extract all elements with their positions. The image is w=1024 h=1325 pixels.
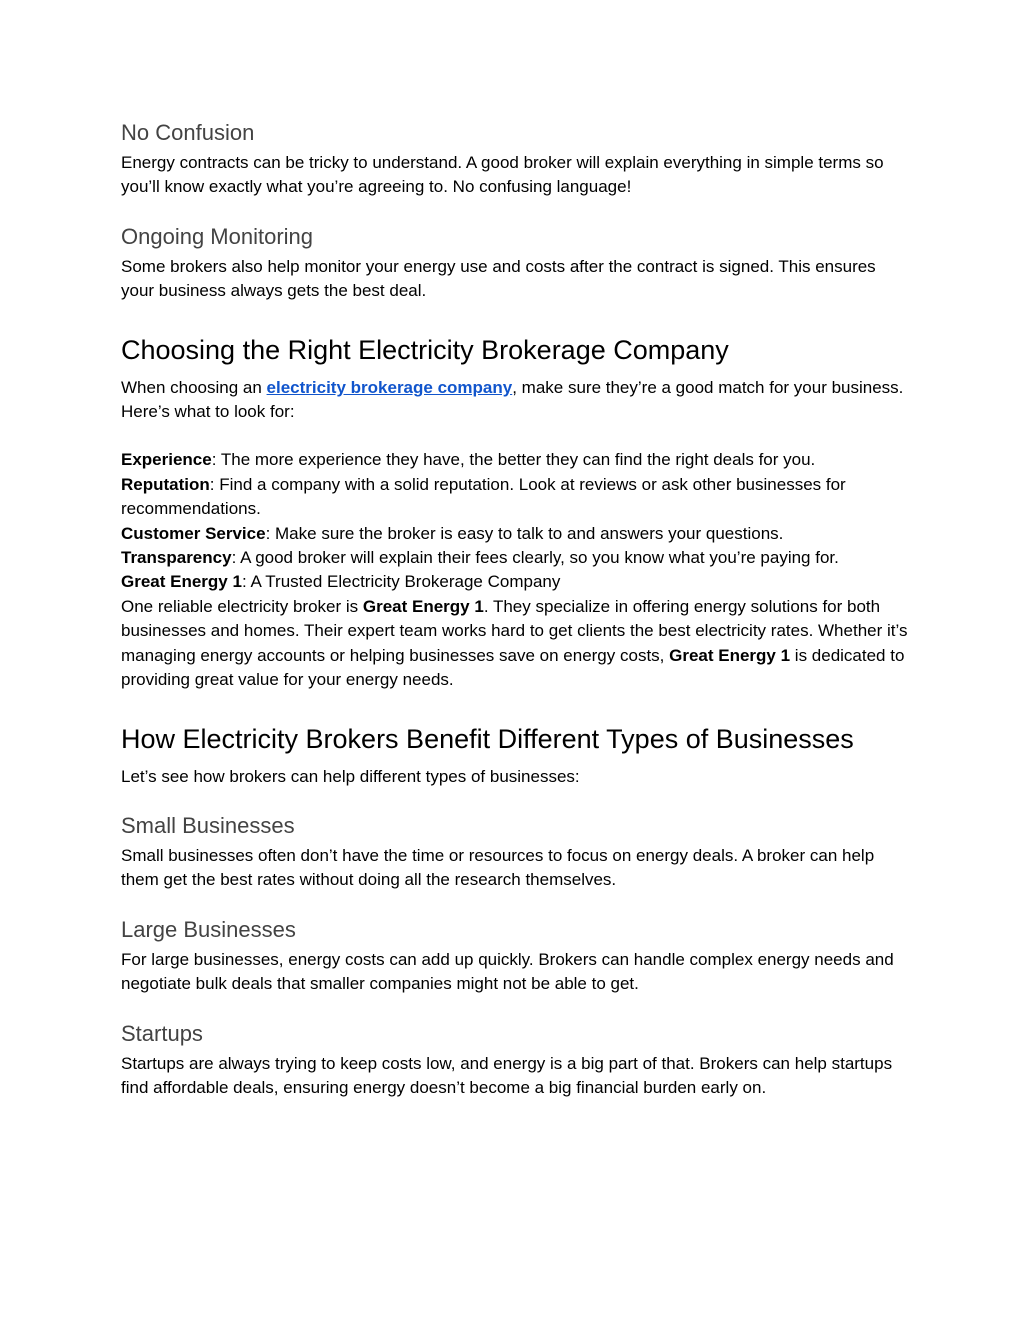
criterion-term: Great Energy 1: [121, 572, 242, 592]
paragraph-no-confusion: Energy contracts can be tricky to understand. A good broker will explain everything in simple terms so you’ll know exactly what you’re agreeing to. No confusing language!: [121, 153, 884, 197]
criterion-text: : The more experience they have, the better they can find the right deals for you.: [211, 450, 816, 470]
paragraph-ongoing-monitoring: Some brokers also help monitor your energy use and costs after the contract is signed. This ensures your business always gets the best deal.: [121, 256, 876, 301]
criterion-term: Reputation: [121, 474, 210, 494]
criterion-reputation: [121, 473, 911, 522]
company-text-1: One reliable electricity broker is: [121, 596, 363, 616]
company-text-2: . They specialize in offering energy solutions for both businesses and homes. Their expert team works hard to get clients the best electricity rates. Whether it’s managing energy accounts or helping businesses save on energy costs,: [121, 596, 908, 665]
company-name: Great Energy 1: [362, 596, 484, 616]
company-text-3: is dedicated to providing great value for your energy needs.: [121, 645, 905, 690]
criterion-text: : Make sure the broker is easy to talk to and answers your questions.: [265, 523, 784, 543]
paragraph-great-energy: [121, 595, 911, 693]
paragraph-large-businesses: For large businesses, energy costs can add up quickly. Brokers can handle complex energy needs and negotiate bulk deals that smaller companies might not be able to get.: [121, 949, 894, 994]
paragraph-startups: Startups are always trying to keep costs low, and energy is a big part of that. Brokers can help startups find affordable deals, ensuring energy doesn’t become a big financial burden early on.: [121, 1053, 893, 1097]
heading-small-businesses: Small Businesses: [121, 812, 295, 838]
heading-startups: Startups: [121, 1020, 203, 1046]
criterion-term: Customer Service: [121, 523, 266, 543]
electricity-brokerage-company-link[interactable]: electricity brokerage company: [266, 377, 513, 397]
criterion-great-energy: [121, 570, 911, 594]
document-page: [121, 118, 911, 1100]
criterion-term: Transparency: [121, 548, 232, 568]
heading-choosing-company: Choosing the Right Electricity Brokerage Company: [121, 334, 729, 365]
criterion-text: : A good broker will explain their fees clearly, so you know what you’re paying for.: [231, 548, 839, 568]
criterion-text: : A Trusted Electricity Brokerage Company: [241, 572, 561, 592]
paragraph-choosing-intro: [121, 376, 911, 425]
criterion-term: Experience: [121, 450, 212, 470]
criterion-customer-service: [121, 522, 911, 546]
heading-ongoing-monitoring: Ongoing Monitoring: [121, 223, 314, 249]
intro-text-after: , make sure they’re a good match for your business. Here’s what to look for:: [121, 377, 904, 422]
criterion-text: : Find a company with a solid reputation. Look at reviews or ask other businesses for recommendations.: [121, 474, 846, 519]
criterion-transparency: [121, 546, 911, 570]
heading-broker-benefits: How Electricity Brokers Benefit Different Types of Businesses: [121, 723, 854, 754]
heading-no-confusion: No Confusion: [121, 120, 255, 145]
heading-large-businesses: Large Businesses: [121, 916, 296, 942]
company-name: Great Energy 1: [669, 645, 791, 665]
intro-text-before: When choosing an: [121, 377, 267, 397]
criterion-experience: [121, 448, 911, 472]
paragraph-benefits-intro: Let’s see how brokers can help different types of businesses:: [121, 766, 580, 786]
paragraph-small-businesses: Small businesses often don’t have the time or resources to focus on energy deals. A broker can help them get the best rates without doing all the research themselves.: [121, 845, 875, 890]
